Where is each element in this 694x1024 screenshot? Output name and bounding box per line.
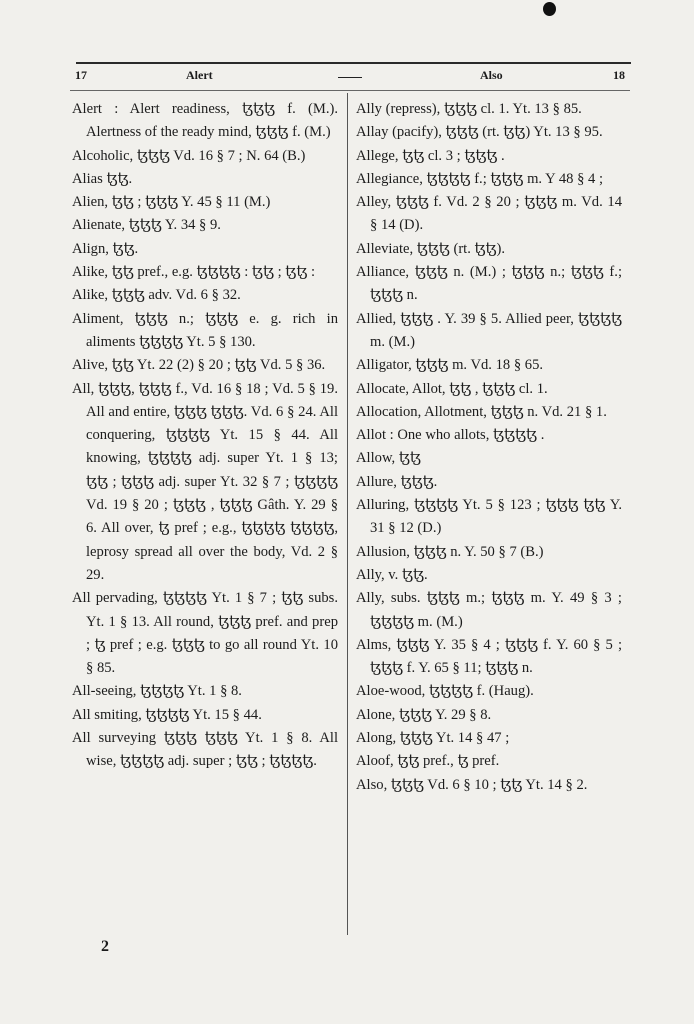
dictionary-entry: Align, ꜩꜩ. [72,240,139,257]
dictionary-entry: Alone, ꜩꜩꜩ Y. 29 § 8. [356,706,492,723]
dictionary-entry: Alley, ꜩꜩꜩ f. Vd. 2 § 20 ; ꜩꜩꜩ m. Vd. 14 § 14 (D). [356,194,622,234]
dictionary-entry: All surveying ꜩꜩꜩ ꜩꜩꜩ Yt. 1 § 8. All wise, ꜩꜩꜩꜩ adj. super ; ꜩꜩ ; ꜩꜩꜩꜩ. [72,730,338,770]
dictionary-entry: All, ꜩꜩꜩ, ꜩꜩꜩ f., Vd. 16 § 18 ; Vd. 5 § 19. All and entire, ꜩꜩꜩ ꜩꜩꜩ. Vd. 6 § 24. All conquering, ꜩꜩꜩꜩ Yt. 15 § 44. All knowing, ꜩꜩꜩꜩ adj. super Yt. 1 § 13; ꜩꜩ ; ꜩꜩꜩ adj. super Yt. 32 § 7 ; ꜩꜩꜩꜩ Vd. 19 § 20 ; ꜩꜩꜩ , ꜩꜩꜩ Gâth. Y. 29 § 6. All over, ꜩ pref ; e.g., ꜩꜩꜩꜩ ꜩꜩꜩꜩ, leprosy spread all over the body, Vd. 2 § 29. [72,380,338,583]
ink-blot [543,2,556,16]
dictionary-entry: Also, ꜩꜩꜩ Vd. 6 § 10 ; ꜩꜩ Yt. 14 § 2. [356,776,588,793]
dictionary-entry: Aloe-wood, ꜩꜩꜩꜩ f. (Haug). [356,683,534,700]
dictionary-entry: Alleviate, ꜩꜩꜩ (rt. ꜩꜩ). [356,240,506,257]
dictionary-entry: Ally (repress), ꜩꜩꜩ cl. 1. Yt. 13 § 85. [356,101,582,117]
dictionary-entry: Alms, ꜩꜩꜩ Y. 35 § 4 ; ꜩꜩꜩ f. Y. 60 § 5 ; ꜩꜩꜩ f. Y. 65 § 11; ꜩꜩꜩ n. [356,636,622,677]
column-divider [347,93,348,935]
dictionary-entry: Allocate, Allot, ꜩꜩ , ꜩꜩꜩ cl. 1. [356,380,548,397]
dictionary-entry: Ally, subs. ꜩꜩꜩ m.; ꜩꜩꜩ m. Y. 49 § 3 ; ꜩꜩꜩꜩ m. (M.) [356,590,622,630]
dictionary-entry: All pervading, ꜩꜩꜩꜩ Yt. 1 § 7 ; ꜩꜩ subs. Yt. 1 § 13. All round, ꜩꜩꜩ pref. and prep ; ꜩ pref ; e.g. ꜩꜩꜩ to go all round Yt. 10 § 85. [72,590,338,677]
dictionary-entry: Alive, ꜩꜩ Yt. 22 (2) § 20 ; ꜩꜩ Vd. 5 § 36. [72,357,326,374]
dictionary-entry: Ally, v. ꜩꜩ. [356,566,428,583]
dictionary-entry: Alcoholic, ꜩꜩꜩ Vd. 16 § 7 ; N. 64 (B.) [72,147,306,164]
signature-mark: 2 [101,938,109,955]
dictionary-entry: Alert : Alert readiness, ꜩꜩꜩ f. (M.). Alertness of the ready mind, ꜩꜩꜩ f. (M.) [72,101,338,141]
dictionary-entry: Allied, ꜩꜩꜩ . Y. 39 § 5. Allied peer, ꜩꜩꜩꜩ m. (M.) [356,310,622,350]
header-dash [338,77,362,78]
dictionary-entry: Alluring, ꜩꜩꜩꜩ Yt. 5 § 123 ; ꜩꜩꜩ ꜩꜩ Y. 31 § 12 (D.) [356,497,622,537]
dictionary-entry: Allusion, ꜩꜩꜩ n. Y. 50 § 7 (B.) [356,543,544,560]
dictionary-entry: Aloof, ꜩꜩ pref., ꜩ pref. [356,753,500,770]
running-header [60,68,640,86]
dictionary-entry: Along, ꜩꜩꜩ Yt. 14 § 47 ; [356,730,510,747]
dictionary-entry: Alligator, ꜩꜩꜩ m. Vd. 18 § 65. [356,357,544,374]
headword-right: Also [480,68,503,82]
headword-left: Alert [186,68,213,82]
dictionary-entry: Allay (pacify), ꜩꜩꜩ (rt. ꜩꜩ) Yt. 13 § 95. [356,124,603,141]
dictionary-entry: Alike, ꜩꜩ pref., e.g. ꜩꜩꜩꜩ : ꜩꜩ ; ꜩꜩ : [72,264,316,281]
dictionary-entry: Alienate, ꜩꜩꜩ Y. 34 § 9. [72,217,221,234]
right-column [356,98,622,797]
dictionary-entry: Allot : One who allots, ꜩꜩꜩꜩ . [356,427,545,444]
dictionary-entry: Alias ꜩꜩ. [72,170,133,187]
page-number-right: 18 [613,68,625,82]
dictionary-entry: Allege, ꜩꜩ cl. 3 ; ꜩꜩꜩ . [356,147,505,164]
dictionary-entry: Alien, ꜩꜩ ; ꜩꜩꜩ Y. 45 § 11 (M.) [72,194,271,211]
page-number-left: 17 [75,68,87,82]
dictionary-entry: Allocation, Allotment, ꜩꜩꜩ n. Vd. 21 § 1. [356,403,607,420]
dictionary-entry: Alliance, ꜩꜩꜩ n. (M.) ; ꜩꜩꜩ n.; ꜩꜩꜩ f.; ꜩꜩꜩ n. [356,264,622,304]
dictionary-entry: Aliment, ꜩꜩꜩ n.; ꜩꜩꜩ e. g. rich in aliments ꜩꜩꜩꜩ Yt. 5 § 130. [72,310,338,350]
left-column [72,98,338,774]
header-rule-bottom [70,90,630,91]
dictionary-entry: Allow, ꜩꜩ [356,450,421,467]
dictionary-entry: Alike, ꜩꜩꜩ adv. Vd. 6 § 32. [72,287,241,304]
header-rule-top [76,62,631,64]
dictionary-entry: Allure, ꜩꜩꜩ. [356,473,438,490]
dictionary-entry: Allegiance, ꜩꜩꜩꜩ f.; ꜩꜩꜩ m. Y 48 § 4 ; [356,170,604,187]
dictionary-entry: All-seeing, ꜩꜩꜩꜩ Yt. 1 § 8. [72,683,242,700]
dictionary-entry: All smiting, ꜩꜩꜩꜩ Yt. 15 § 44. [72,706,262,723]
